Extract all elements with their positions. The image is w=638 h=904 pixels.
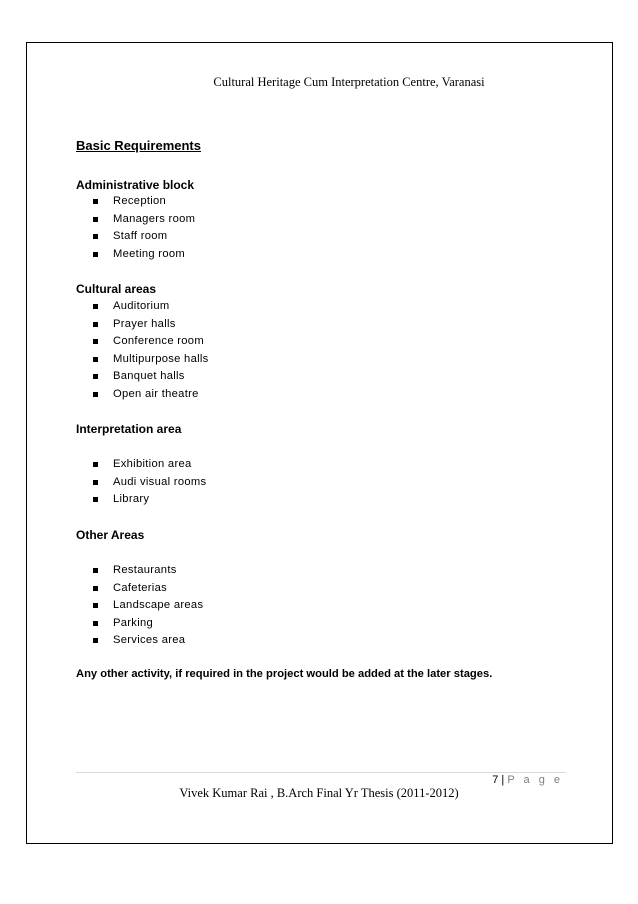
page-header: [0, 75, 638, 90]
header-title: Cultural Heritage Cum Interpretation Centre, Varanasi: [213, 75, 485, 89]
list-item: Cafeterias: [93, 580, 203, 598]
bullet-icon: [93, 621, 98, 626]
list-item: Restaurants: [93, 562, 203, 580]
list-cultural: [93, 298, 209, 404]
bullet-icon: [93, 252, 98, 257]
list-item: Multipurpose halls: [93, 351, 209, 369]
list-item: Library: [93, 491, 206, 509]
list-item: Prayer halls: [93, 316, 209, 334]
list-item: Auditorium: [93, 298, 209, 316]
list-item: Open air theatre: [93, 386, 209, 404]
bullet-icon: [93, 339, 98, 344]
bullet-icon: [93, 586, 98, 591]
list-item: Managers room: [93, 211, 195, 229]
page-number: [492, 774, 563, 786]
list-other: [93, 562, 203, 650]
section-title-cultural: Cultural areas: [76, 282, 157, 296]
bullet-icon: [93, 568, 98, 573]
bullet-icon: [93, 603, 98, 608]
list-item: Landscape areas: [93, 597, 203, 615]
bullet-icon: [93, 217, 98, 222]
list-item: Staff room: [93, 228, 195, 246]
list-item: Meeting room: [93, 246, 195, 264]
bullet-icon: [93, 497, 98, 502]
section-title-administrative: Administrative block: [76, 178, 195, 192]
bullet-icon: [93, 638, 98, 643]
footer-text: Vivek Kumar Rai , B.Arch Final Yr Thesis (2011-2012): [179, 786, 459, 800]
bullet-icon: [93, 234, 98, 239]
closing-statement: Any other activity, if required in the project would be added at the later stages.: [76, 668, 493, 680]
page-separator: |: [501, 774, 505, 786]
list-item: Audi visual rooms: [93, 474, 206, 492]
list-item: Exhibition area: [93, 456, 206, 474]
list-item: Conference room: [93, 333, 209, 351]
bullet-icon: [93, 322, 98, 327]
bullet-icon: [93, 480, 98, 485]
bullet-icon: [93, 392, 98, 397]
bullet-icon: [93, 199, 98, 204]
list-item: Reception: [93, 193, 195, 211]
list-item: Services area: [93, 632, 203, 650]
bullet-icon: [93, 374, 98, 379]
list-interpretation: [93, 456, 206, 509]
bullet-icon: [93, 357, 98, 362]
page-label: P a g e: [507, 774, 563, 786]
list-administrative: [93, 193, 195, 263]
list-item: Banquet halls: [93, 368, 209, 386]
main-title: Basic Requirements: [76, 138, 201, 153]
list-item: Parking: [93, 615, 203, 633]
section-title-other: Other Areas: [76, 528, 145, 542]
bullet-icon: [93, 304, 98, 309]
page-footer: [0, 786, 638, 801]
page-number-value: 7: [492, 774, 499, 786]
bullet-icon: [93, 462, 98, 467]
page-border: [26, 42, 613, 844]
footer-divider: [76, 772, 566, 773]
section-title-interpretation: Interpretation area: [76, 422, 182, 436]
